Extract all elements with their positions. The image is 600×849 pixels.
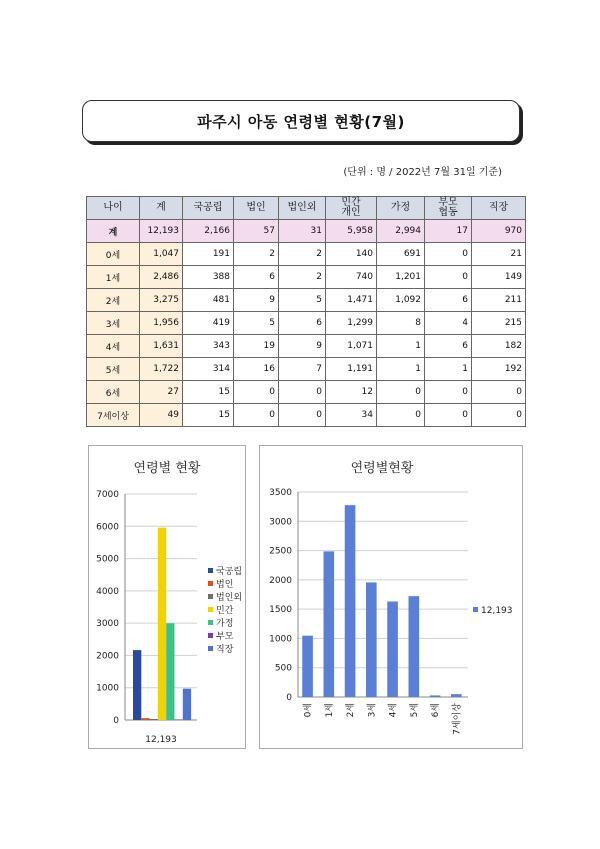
value-cell: 16 xyxy=(234,358,279,381)
x-tick-label: 5세 xyxy=(409,703,420,718)
value-cell: 1,299 xyxy=(326,312,377,335)
value-cell: 8 xyxy=(377,312,425,335)
y-tick-label: 2000 xyxy=(269,575,292,586)
y-tick-label: 0 xyxy=(286,693,292,703)
age-cell: 3세 xyxy=(87,312,140,335)
value-cell: 12 xyxy=(326,381,377,404)
value-cell: 1,631 xyxy=(140,335,183,358)
legend-swatch xyxy=(208,581,213,586)
value-cell: 191 xyxy=(183,243,234,266)
table-header-cell: 가정 xyxy=(377,197,425,220)
age-cell: 4세 xyxy=(87,335,140,358)
table-row xyxy=(87,266,526,289)
value-cell: 31 xyxy=(279,220,326,243)
value-cell: 7 xyxy=(279,358,326,381)
y-tick-label: 1000 xyxy=(269,634,292,645)
bar-3세 xyxy=(366,582,377,697)
legend-label: 가정 xyxy=(216,619,234,629)
y-tick-label: 2000 xyxy=(96,651,119,662)
value-cell: 211 xyxy=(472,289,526,312)
y-tick-label: 1500 xyxy=(269,605,292,616)
value-cell: 481 xyxy=(183,289,234,312)
bar-6세 xyxy=(430,695,441,697)
y-tick-label: 7000 xyxy=(96,490,119,500)
bar-법인외 xyxy=(150,719,158,720)
table-header-cell: 국공립 xyxy=(183,197,234,220)
value-cell: 49 xyxy=(140,404,183,427)
bar-국공립 xyxy=(133,650,141,720)
bar-2세 xyxy=(345,505,356,697)
value-cell: 2 xyxy=(234,243,279,266)
x-tick-label: 7세이상 xyxy=(452,703,463,735)
legend-swatch xyxy=(208,594,213,599)
age-cell: 2세 xyxy=(87,289,140,312)
page-title: 파주시 아동 연령별 현황(7월) xyxy=(197,112,405,131)
bar-7세이상 xyxy=(451,694,462,697)
legend-swatch xyxy=(208,607,213,612)
value-cell: 2 xyxy=(279,266,326,289)
table-body xyxy=(87,220,526,427)
value-cell: 215 xyxy=(472,312,526,335)
value-cell: 1 xyxy=(377,358,425,381)
x-tick-label: 1세 xyxy=(324,703,335,718)
table-row xyxy=(87,381,526,404)
x-tick-label: 3세 xyxy=(367,703,378,718)
value-cell: 57 xyxy=(234,220,279,243)
value-cell: 0 xyxy=(425,266,472,289)
table-row xyxy=(87,358,526,381)
chart-by-age xyxy=(259,445,523,749)
table-row xyxy=(87,335,526,358)
bar-4세 xyxy=(387,601,398,697)
value-cell: 1,191 xyxy=(326,358,377,381)
chart-title: 연령별현황 xyxy=(350,461,414,476)
chart-by-type-svg xyxy=(89,446,245,748)
age-cell: 5세 xyxy=(87,358,140,381)
table-header-cell: 민간 개인 xyxy=(326,197,377,220)
value-cell: 1 xyxy=(425,358,472,381)
value-cell: 27 xyxy=(140,381,183,404)
value-cell: 0 xyxy=(279,381,326,404)
table-row xyxy=(87,312,526,335)
value-cell: 1,471 xyxy=(326,289,377,312)
value-cell: 0 xyxy=(234,381,279,404)
value-cell: 0 xyxy=(279,404,326,427)
value-cell: 6 xyxy=(425,335,472,358)
value-cell: 314 xyxy=(183,358,234,381)
bar-부모 xyxy=(175,719,183,720)
value-cell: 1,956 xyxy=(140,312,183,335)
x-tick-label: 0세 xyxy=(303,703,314,718)
value-cell: 19 xyxy=(234,335,279,358)
value-cell: 2,166 xyxy=(183,220,234,243)
value-cell: 192 xyxy=(472,358,526,381)
table-header-cell: 부모 협동 xyxy=(425,197,472,220)
y-tick-label: 2500 xyxy=(269,546,292,557)
bar-0세 xyxy=(302,636,313,697)
y-tick-label: 1000 xyxy=(96,683,119,694)
chart-by-age-svg xyxy=(260,446,522,748)
value-cell: 9 xyxy=(279,335,326,358)
legend-label: 12,193 xyxy=(481,606,513,616)
bar-법인 xyxy=(141,718,149,720)
age-status-table xyxy=(86,196,526,427)
unit-note: (단위 : 명 / 2022년 7월 31일 기준) xyxy=(343,167,502,178)
table-header-cell: 직장 xyxy=(472,197,526,220)
bar-5세 xyxy=(409,596,420,697)
legend-swatch xyxy=(208,620,213,625)
table-row xyxy=(87,289,526,312)
value-cell: 0 xyxy=(425,404,472,427)
value-cell: 3,275 xyxy=(140,289,183,312)
value-cell: 12,193 xyxy=(140,220,183,243)
value-cell: 0 xyxy=(425,381,472,404)
legend-label: 국공립 xyxy=(216,567,243,577)
value-cell: 17 xyxy=(425,220,472,243)
table-row xyxy=(87,243,526,266)
value-cell: 1,722 xyxy=(140,358,183,381)
bar-직장 xyxy=(183,689,191,720)
value-cell: 691 xyxy=(377,243,425,266)
bar-1세 xyxy=(324,551,335,697)
table-header-cell: 법인외 xyxy=(279,197,326,220)
value-cell: 388 xyxy=(183,266,234,289)
value-cell: 0 xyxy=(234,404,279,427)
value-cell: 740 xyxy=(326,266,377,289)
value-cell: 5 xyxy=(234,312,279,335)
value-cell: 970 xyxy=(472,220,526,243)
chart-title: 연령별 현황 xyxy=(133,461,201,476)
value-cell: 1,201 xyxy=(377,266,425,289)
y-tick-label: 3500 xyxy=(269,488,292,498)
table-header-row xyxy=(87,197,526,220)
legend-label: 법인외 xyxy=(216,593,243,603)
value-cell: 0 xyxy=(377,404,425,427)
value-cell: 15 xyxy=(183,404,234,427)
value-cell: 4 xyxy=(425,312,472,335)
y-tick-label: 5000 xyxy=(96,554,119,565)
x-tick-label: 2세 xyxy=(346,703,357,718)
value-cell: 1,071 xyxy=(326,335,377,358)
value-cell: 5 xyxy=(279,289,326,312)
value-cell: 343 xyxy=(183,335,234,358)
value-cell: 1 xyxy=(377,335,425,358)
legend-label: 직장 xyxy=(216,645,234,655)
value-cell: 15 xyxy=(183,381,234,404)
x-tick-label: 12,193 xyxy=(145,735,177,745)
value-cell: 0 xyxy=(472,381,526,404)
y-tick-label: 3000 xyxy=(96,619,119,630)
value-cell: 6 xyxy=(425,289,472,312)
x-tick-label: 6세 xyxy=(431,703,442,718)
y-tick-label: 500 xyxy=(274,663,292,674)
value-cell: 1,047 xyxy=(140,243,183,266)
table-header-cell: 나이 xyxy=(87,197,140,220)
age-cell: 7세이상 xyxy=(87,404,140,427)
value-cell: 1,092 xyxy=(377,289,425,312)
value-cell: 5,958 xyxy=(326,220,377,243)
y-tick-label: 4000 xyxy=(96,586,119,597)
value-cell: 21 xyxy=(472,243,526,266)
value-cell: 2 xyxy=(279,243,326,266)
value-cell: 6 xyxy=(234,266,279,289)
chart-by-type xyxy=(88,445,246,749)
value-cell: 182 xyxy=(472,335,526,358)
title-box xyxy=(82,100,520,142)
table-row-total xyxy=(87,220,526,243)
value-cell: 9 xyxy=(234,289,279,312)
table-header-cell: 법인 xyxy=(234,197,279,220)
value-cell: 140 xyxy=(326,243,377,266)
age-cell: 6세 xyxy=(87,381,140,404)
value-cell: 2,486 xyxy=(140,266,183,289)
value-cell: 149 xyxy=(472,266,526,289)
value-cell: 34 xyxy=(326,404,377,427)
value-cell: 0 xyxy=(377,381,425,404)
value-cell: 6 xyxy=(279,312,326,335)
legend-swatch xyxy=(473,607,478,612)
value-cell: 0 xyxy=(425,243,472,266)
y-tick-label: 0 xyxy=(113,716,119,726)
legend-label: 법인 xyxy=(216,580,234,590)
legend-label: 민간 xyxy=(216,606,234,616)
age-cell: 1세 xyxy=(87,266,140,289)
legend-label: 부모 xyxy=(216,632,234,642)
age-cell: 계 xyxy=(87,220,140,243)
bar-가정 xyxy=(166,623,174,720)
age-cell: 0세 xyxy=(87,243,140,266)
legend-swatch xyxy=(208,568,213,573)
value-cell: 0 xyxy=(472,404,526,427)
value-cell: 2,994 xyxy=(377,220,425,243)
legend-swatch xyxy=(208,633,213,638)
legend-swatch xyxy=(208,646,213,651)
bar-민간 xyxy=(158,528,166,720)
value-cell: 419 xyxy=(183,312,234,335)
y-tick-label: 3000 xyxy=(269,517,292,528)
table-header-cell: 계 xyxy=(140,197,183,220)
y-tick-label: 6000 xyxy=(96,522,119,533)
table-row xyxy=(87,404,526,427)
x-tick-label: 4세 xyxy=(388,703,399,718)
